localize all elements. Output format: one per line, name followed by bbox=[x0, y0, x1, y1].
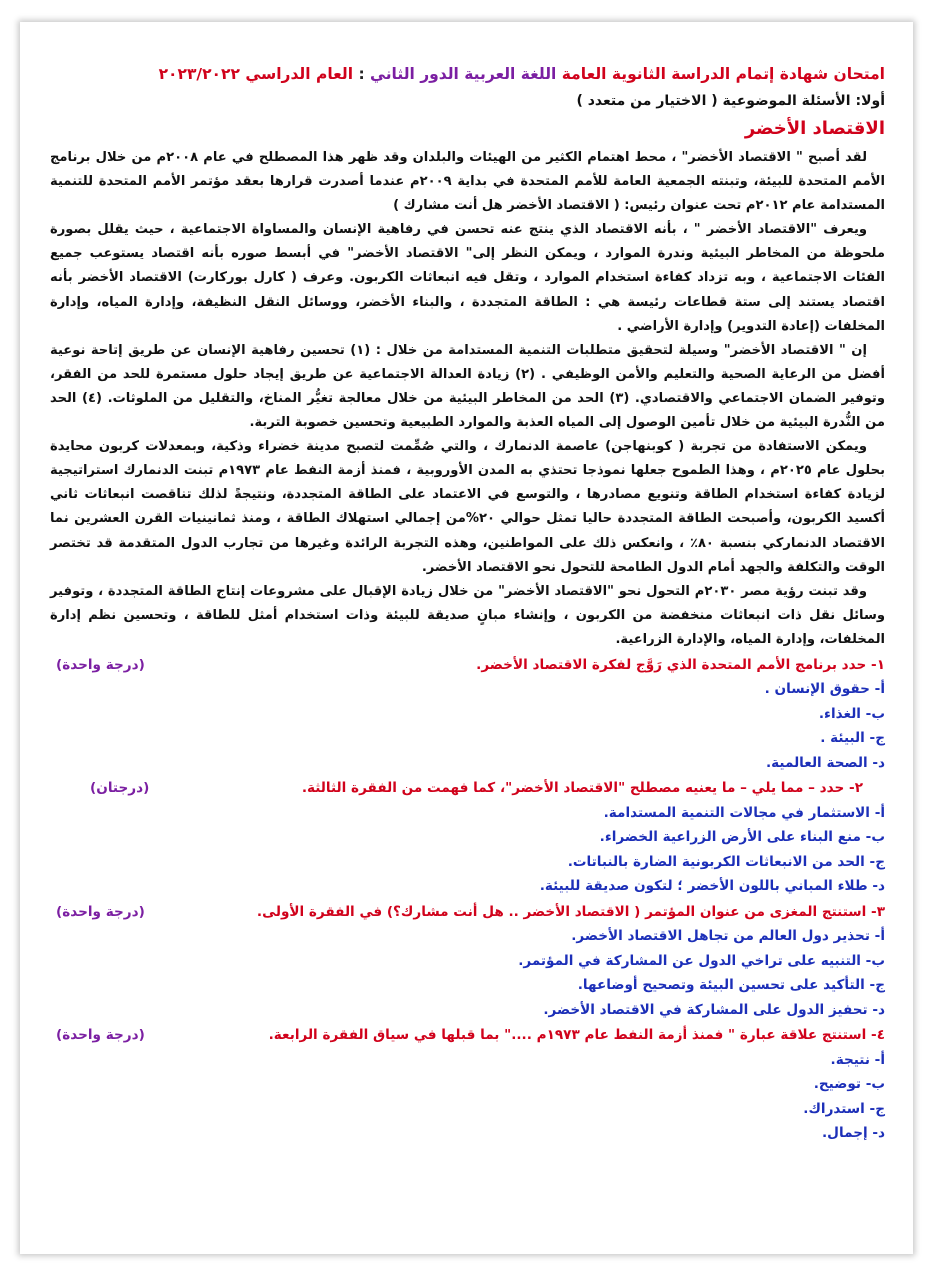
option-d: د- طلاء المباني باللون الأخضر ؛ لتكون صديقة للبيئة. bbox=[539, 878, 885, 895]
question-grade: (درجة واحدة) bbox=[56, 1027, 145, 1044]
option-c: ج- استدراك. bbox=[803, 1100, 885, 1117]
question-grade: (درجة واحدة) bbox=[56, 656, 145, 673]
option-b: ب- الغذاء. bbox=[818, 705, 885, 722]
header-separator: : bbox=[358, 65, 365, 83]
option-a: أ- حقوق الإنسان . bbox=[764, 681, 885, 698]
option-c: ج- البيئة . bbox=[820, 730, 885, 747]
option-b: ب- التنبيه على تراخي الدول عن المشاركة في المؤتمر. bbox=[518, 952, 885, 969]
passage-title: الاقتصاد الأخضر bbox=[744, 118, 885, 139]
exam-year: العام الدراسي ٢٠٢٣/٢٠٢٢ bbox=[158, 65, 354, 83]
section-label: أولا: الأسئلة الموضوعية ( الاختيار من متعدد ) bbox=[576, 93, 885, 109]
passage-paragraph-4: ويمكن الاستفادة من تجربة ( كوبنهاجن) عاصمة الدنمارك ، والتي صُمِّمت لتصبح مدينة خضراء وذكية، وبمعدلات كربون محايدة بحلول عام ٢٠٢٥م ، وهذا الطموح جعلها نموذجا تحتذي به المدن الأوروبية ، فمنذ أزمة النفط عام ١٩٧٣م تبنت الدنمارك استراتيجية لزيادة كفاءة استخدام الطاقة وتنويع مصادرها ، والتوسع في الاعتماد على الطاقة المتجددة، ونتيجةً لذلك تناقصت انبعاثات ثاني أكسيد الكربون، وأصبحت الطاقة المتجددة حاليا تمثل حوالي ٢٠%من إجمالي استهلاك الطاقة ، ومنذ ثمانينيات القرن العشرين نما الاقتصاد الدنماركي بنسبة ٨٠٪ ، وانعكس ذلك على المواطنين، وهذه التجربة الرائدة وغيرها من تجارب الدول المتقدمة قد تختصر الوقت والتكلفة والجهد أمام الدول الطامحة للتحول نحو الاقتصاد الأخضر. bbox=[50, 439, 885, 575]
question-text: ٣- استنتج المغزى من عنوان المؤتمر ( الاقتصاد الأخضر .. هل أنت مشارك؟) في الفقرة الأولى. bbox=[256, 903, 885, 920]
option-a: أ- تحذير دول العالم من تجاهل الاقتصاد الأخضر. bbox=[571, 928, 885, 945]
option-b: ب- توضيح. bbox=[813, 1076, 885, 1093]
option-b: ب- منع البناء على الأرض الزراعية الخضراء. bbox=[599, 829, 885, 846]
page-content bbox=[50, 60, 885, 1146]
option-d: د- إجمال. bbox=[822, 1125, 885, 1142]
option-d: د- الصحة العالمية. bbox=[766, 754, 885, 771]
passage-paragraph-2: ويعرف "الاقتصاد الأخضر " ، بأنه الاقتصاد الذي ينتج عنه تحسن في رفاهية الإنسان والمساواة الاجتماعية ، حيث يقلل بصورة ملحوظة من المخاطر البيئية وندرة الموارد ، ويمكن النظر إلى" الاقتصاد الأخضر" في أبسط صوره بأنه اقتصاد يستوعب جميع الفئات الاجتماعية ، وبه تزداد كفاءة استخدام الموارد ، وتقل فيه انبعاثات الكربون. وعرف ( كارل بوركارت) الاقتصاد الأخضر بأنه اقتصاد يستند إلى ستة قطاعات رئيسة هي : الطاقة المتجددة ، والبناء الأخضر، ووسائل النقل النظيفة، وإدارة المياه، وإدارة المخلفات (إعادة التدوير) وإدارة الأراضي . bbox=[50, 222, 885, 334]
exam-title: امتحان شهادة إتمام الدراسة الثانوية العامة bbox=[561, 65, 885, 83]
passage-paragraph-5: وقد تبنت رؤية مصر ٢٠٣٠م التحول نحو "الاقتصاد الأخضر" من خلال زيادة الإقبال على مشروعات إنتاج الطاقة المتجددة ، وتوفير وسائل نقل ذات انبعاثات منخفضة من الكربون ، وإنشاء مبانٍ صديقة للبيئة وذات استخدام أمثل للطاقة ، وتحسين نظم إدارة المخلفات، وإدارة المياه، والإدارة الزراعية. bbox=[50, 583, 885, 647]
question-3 bbox=[50, 900, 885, 1023]
question-grade: (درجة واحدة) bbox=[56, 903, 145, 920]
passage-paragraph-1: لقد أصبح " الاقتصاد الأخضر" ، محط اهتمام الكثير من الهيئات والبلدان وقد ظهر هذا المصطلح في عام ٢٠٠٨م من خلال برنامج الأمم المتحدة للبيئة، وتبنته الجمعية العامة للأمم المتحدة في بداية ٢٠٠٩م عندما أصدرت قرارها بعقد مؤتمر الأمم المتحدة للتنمية المستدامة عام ٢٠١٢م تحت عنوان رئيس: ( الاقتصاد الأخضر هل أنت مشارك ) bbox=[50, 150, 886, 214]
question-1 bbox=[50, 653, 885, 776]
option-a: أ- نتيجة. bbox=[830, 1051, 885, 1068]
question-2 bbox=[50, 776, 885, 899]
option-a: أ- الاستثمار في مجالات التنمية المستدامة. bbox=[603, 804, 885, 821]
exam-header bbox=[50, 60, 885, 88]
question-4 bbox=[50, 1023, 885, 1146]
question-grade: (درجتان) bbox=[90, 780, 150, 797]
exam-page bbox=[20, 22, 913, 1254]
exam-subject: اللغة العربية الدور الثاني bbox=[370, 65, 557, 83]
question-text: ٢- حدد – مما يلي – ما يعنيه مصطلح "الاقتصاد الأخضر"، كما فهمت من الفقرة الثالثة. bbox=[301, 780, 863, 797]
option-d: د- تحفيز الدول على المشاركة في الاقتصاد الأخضر. bbox=[543, 1001, 885, 1018]
passage-paragraph-3: إن " الاقتصاد الأخضر" وسيلة لتحقيق متطلبات التنمية المستدامة من خلال : (١) تحسين رفاهية الإنسان عن طريق إتاحة نوعية أفضل من الرعاية الصحية والتعليم والأمن الوظيفي . (٢) زيادة العدالة الاجتماعية عن طريق إيجاد حلول مستمرة للحد من الفقر، وتوفير الضمان الاجتماعي والاقتصادي. (٣) الحد من المخاطر البيئية من خلال معالجة تغيُّر المناخ، والتقليل من الملوثات. (٤) الحد من النُّدرة البيئية من خلال تأمين الوصول إلى المياه العذبة والموارد الطبيعية وتحسين خصوبة التربة. bbox=[50, 342, 885, 431]
option-c: ج- الحد من الانبعاثات الكربونية الضارة بالنباتات. bbox=[567, 853, 885, 870]
option-c: ج- التأكيد على تحسين البيئة وتصحيح أوضاعها. bbox=[577, 977, 885, 994]
question-text: ١- حدد برنامج الأمم المتحدة الذي رَوَّج لفكرة الاقتصاد الأخضر. bbox=[476, 656, 885, 673]
question-text: ٤- استنتج علاقة عبارة " فمنذ أزمة النفط عام ١٩٧٣م ...." بما قبلها في سياق الفقرة الرابعة. bbox=[268, 1027, 885, 1044]
